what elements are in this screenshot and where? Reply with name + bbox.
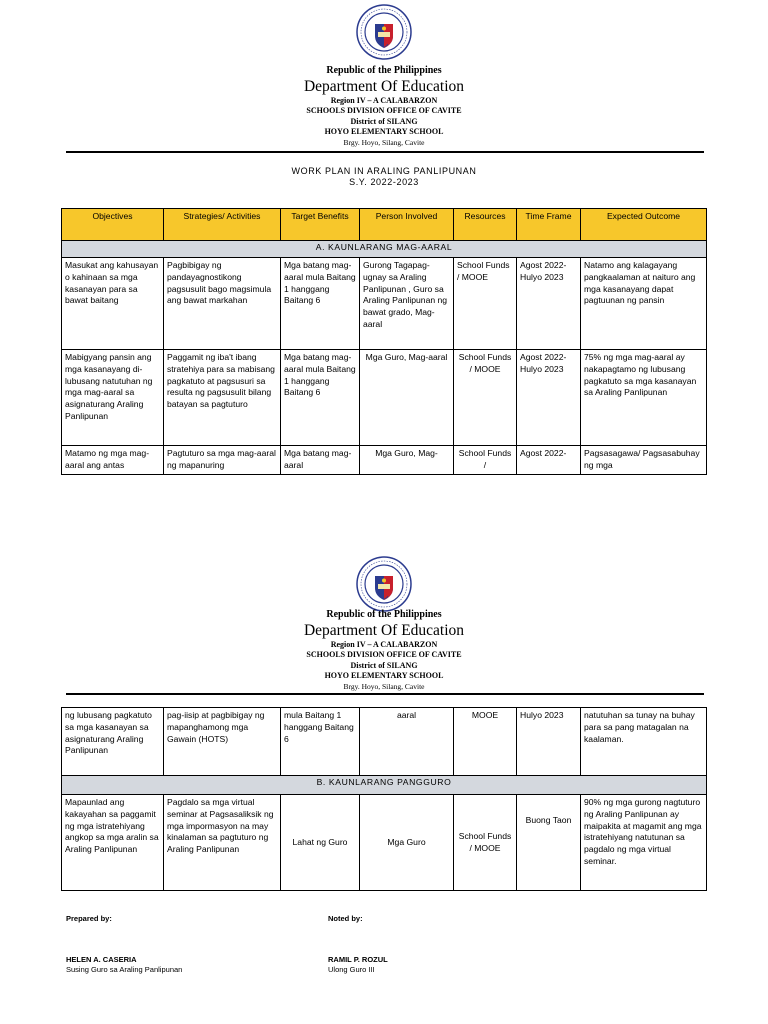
cell-target: Mga batang mag-aaral mula Baitang 1 hanggang Baitang 6 bbox=[281, 258, 360, 350]
noted-by-title: Ulong Guro III bbox=[328, 965, 375, 974]
header-outcome: Expected Outcome bbox=[581, 209, 707, 241]
cell-strategy: Paggamit ng iba't ibang stratehiya para sa mabisang pagkatuto at pagsusuri sa resulta ng pagsusulit bilang batayan sa pagtuturo bbox=[164, 350, 281, 446]
cell-objective: Matamo ng mga mag-aaral ang antas bbox=[62, 446, 164, 475]
letterhead-divider bbox=[66, 151, 704, 153]
cell-strategy: Pagbibigay ng pandayagnostikong pagsusulit bago magsimula ang bawat markahan bbox=[164, 258, 281, 350]
letterhead-divider bbox=[66, 693, 704, 695]
cell-persons: aaral bbox=[360, 708, 454, 776]
table-row bbox=[62, 708, 707, 776]
prepared-by-label: Prepared by: bbox=[66, 914, 112, 923]
cell-objective: Mapaunlad ang kakayahan sa paggamit ng mga istratehiyang angkop sa mga aralin sa Araling Panlipunan bbox=[62, 795, 164, 891]
noted-by-block bbox=[328, 955, 388, 975]
district-label: District of SILANG bbox=[350, 660, 418, 670]
cell-outcome: natutuhan sa tunay na buhay para sa pang matagalan na kaalaman. bbox=[581, 708, 707, 776]
school-name: HOYO ELEMENTARY SCHOOL bbox=[324, 127, 444, 136]
page-two bbox=[0, 548, 768, 1024]
cell-strategy: pag-iisip at pagbibigay ng mapanghamong mga Gawain (HOTS) bbox=[164, 708, 281, 776]
cell-target: mula Baitang 1 hanggang Baitang 6 bbox=[281, 708, 360, 776]
section-heading-a: A. KAUNLARANG MAG-AARAL bbox=[62, 241, 707, 258]
cell-strategy: Pagtuturo sa mga mag-aaral ng mapanuring bbox=[164, 446, 281, 475]
cell-objective: ng lubusang pagkatuto sa mga kasanayan sa asignaturang Araling Panlipunan bbox=[62, 708, 164, 776]
table-row bbox=[62, 350, 707, 446]
department-name: Department Of Education bbox=[303, 621, 465, 639]
noted-by-name: RAMIL P. ROZUL bbox=[328, 955, 388, 964]
letterhead bbox=[0, 610, 768, 692]
work-plan-table-continued bbox=[61, 707, 707, 891]
header-objectives: Objectives bbox=[62, 209, 164, 241]
cell-persons: Mga Guro, Mag-aaral bbox=[360, 350, 454, 446]
school-name: HOYO ELEMENTARY SCHOOL bbox=[324, 671, 444, 680]
school-year: S.Y. 2022-2023 bbox=[349, 177, 419, 187]
cell-time: Agost 2022-Hulyo 2023 bbox=[517, 258, 581, 350]
table-row bbox=[62, 795, 707, 891]
letterhead bbox=[0, 66, 768, 148]
region-label: Region IV – A CALABARZON bbox=[330, 639, 438, 649]
plan-title-line: WORK PLAN IN ARALING PANLIPUNAN bbox=[291, 166, 477, 176]
cell-outcome: 90% ng mga gurong nagtuturo ng Araling Panlipunan ay maipakita at magamit ang mga istratehiyang natutunan sa pagdalo ng mga virtual seminar. bbox=[581, 795, 707, 891]
cell-persons: Mga Guro bbox=[360, 795, 454, 891]
cell-outcome: Pagsasagawa/ Pagsasabuhay ng mga bbox=[581, 446, 707, 475]
cell-target: Mga batang mag-aaral bbox=[281, 446, 360, 475]
deped-seal-icon bbox=[356, 4, 412, 60]
table-header-row bbox=[62, 209, 707, 241]
page-one bbox=[0, 0, 768, 500]
header-resources: Resources bbox=[454, 209, 517, 241]
header-target: Target Benefits bbox=[281, 209, 360, 241]
cell-time: Hulyo 2023 bbox=[517, 708, 581, 776]
cell-resources: School Funds / MOOE bbox=[454, 795, 517, 891]
section-heading-b: B. KAUNLARANG PANGGURO bbox=[62, 776, 707, 795]
deped-seal-icon bbox=[356, 556, 412, 612]
cell-outcome: Natamo ang kalagayang pangkaalaman at naituro ang mga kasanayang dapat pagtuunan ng pansin bbox=[581, 258, 707, 350]
cell-time: Agost 2022- bbox=[517, 446, 581, 475]
noted-by-label: Noted by: bbox=[328, 914, 363, 923]
cell-resources: MOOE bbox=[454, 708, 517, 776]
header-time: Time Frame bbox=[517, 209, 581, 241]
cell-time: Agost 2022-Hulyo 2023 bbox=[517, 350, 581, 446]
cell-outcome: 75% ng mga mag-aaral ay nakapagtamo ng lubusang pagkatuto sa mga kasanayan sa Araling Panlipunan bbox=[581, 350, 707, 446]
region-label: Region IV – A CALABARZON bbox=[330, 95, 438, 105]
cell-objective: Mabigyang pansin ang mga kasanayang di-lubusang natutuhan ng mga mag-aaral sa asignaturang Araling Panlipunan bbox=[62, 350, 164, 446]
cell-strategy: Pagdalo sa mga virtual seminar at Pagsasaliksik ng mga impormasyon na may kinalaman sa pagtuturo ng Araling Panlipunan bbox=[164, 795, 281, 891]
prepared-by-block bbox=[66, 955, 182, 975]
cell-objective: Masukat ang kahusayan o kahinaan sa mga kasanayan para sa bawat baitang bbox=[62, 258, 164, 350]
division-label: SCHOOLS DIVISION OFFICE OF CAVITE bbox=[306, 650, 462, 659]
cell-persons: Gurong Tagapag-ugnay sa Araling Panlipunan , Guro sa Araling Panlipunan ng bawat grado, Mag-aaral bbox=[360, 258, 454, 350]
prepared-by-name: HELEN A. CASERIA bbox=[66, 955, 137, 964]
plan-title bbox=[0, 166, 768, 188]
cell-persons: Mga Guro, Mag- bbox=[360, 446, 454, 475]
table-row bbox=[62, 258, 707, 350]
table-row bbox=[62, 446, 707, 475]
page-gap bbox=[0, 500, 768, 548]
section-row bbox=[62, 241, 707, 258]
school-address: Brgy. Hoyo, Silang, Cavite bbox=[343, 681, 425, 691]
header-persons: Person Involved bbox=[360, 209, 454, 241]
school-address: Brgy. Hoyo, Silang, Cavite bbox=[343, 137, 425, 147]
work-plan-table bbox=[61, 208, 707, 475]
republic-label: Republic of the Philippines bbox=[326, 65, 442, 76]
prepared-by-title: Susing Guro sa Araling Panlipunan bbox=[66, 965, 183, 974]
cell-resources: School Funds / bbox=[454, 446, 517, 475]
division-label: SCHOOLS DIVISION OFFICE OF CAVITE bbox=[306, 106, 462, 115]
cell-time: Buong Taon bbox=[517, 795, 581, 891]
department-name: Department Of Education bbox=[303, 77, 465, 95]
cell-resources: School Funds / MOOE bbox=[454, 350, 517, 446]
cell-resources: School Funds / MOOE bbox=[454, 258, 517, 350]
section-row bbox=[62, 776, 707, 795]
district-label: District of SILANG bbox=[350, 116, 418, 126]
cell-target: Lahat ng Guro bbox=[281, 795, 360, 891]
header-strategies: Strategies/ Activities bbox=[164, 209, 281, 241]
republic-label: Republic of the Philippines bbox=[326, 609, 442, 620]
cell-target: Mga batang mag-aaral mula Baitang 1 hanggang Baitang 6 bbox=[281, 350, 360, 446]
